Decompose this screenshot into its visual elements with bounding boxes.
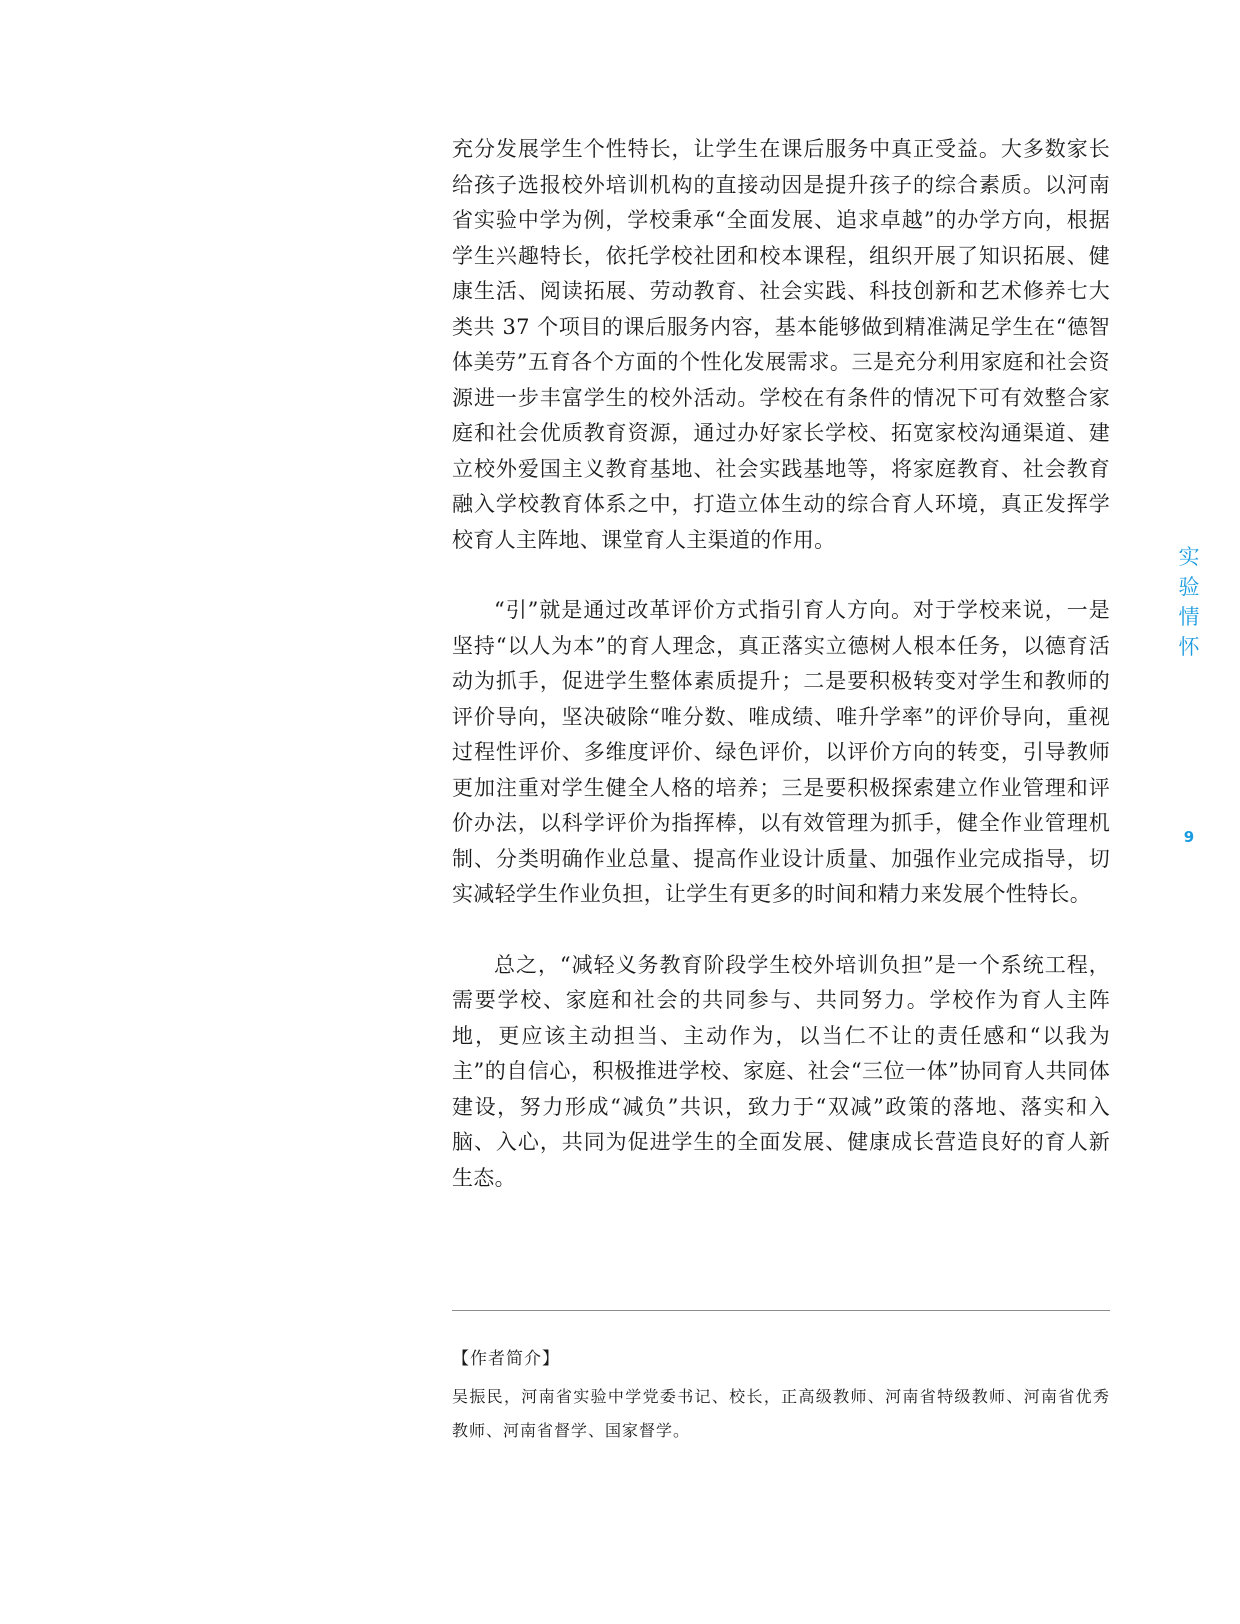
footnote-divider [452, 1310, 1110, 1311]
section-title-char: 实 [1178, 545, 1200, 569]
page-number: 9 [1183, 828, 1195, 846]
paragraph-1: 充分发展学生个性特长，让学生在课后服务中真正受益。大多数家长给孩子选报校外培训机构的直接动因是提升孩子的综合素质。以河南省实验中学为例，学校秉承“全面发展、追求卓越”的办学方向，根据学生兴趣特长，依托学校社团和校本课程，组织开展了知识拓展、健康生活、阅读拓展、劳动教育、社会实践、科技创新和艺术修养七大类共 37 个项目的课后服务内容，基本能够做到精准满足学生在“德智体美劳”五育各个方面的个性化发展需求。三是充分利用家庭和社会资源进一步丰富学生的校外活动。学校在有条件的情况下可有效整合家庭和社会优质教育资源，通过办好家长学校、拓宽家校沟通渠道、建立校外爱国主义教育基地、社会实践基地等，将家庭教育、社会教育融入学校教育体系之中，打造立体生动的综合育人环境，真正发挥学校育人主阵地、课堂育人主渠道的作用。 [452, 137, 1110, 552]
author-note-text: 吴振民，河南省实验中学党委书记、校长，正高级教师、河南省特级教师、河南省优秀教师、河南省督学、国家督学。 [452, 1387, 1110, 1440]
section-title-vertical [1174, 542, 1204, 662]
author-note [452, 1344, 1110, 1448]
section-title-char: 情 [1178, 605, 1200, 629]
paragraph-2: “引”就是通过改革评价方式指引育人方向。对于学校来说，一是坚持“以人为本”的育人理念，真正落实立德树人根本任务，以德育活动为抓手，促进学生整体素质提升；二是要积极转变对学生和教师的评价导向，坚决破除“唯分数、唯成绩、唯升学率”的评价导向，重视过程性评价、多维度评价、绿色评价，以评价方向的转变，引导教师更加注重对学生健全人格的培养；三是要积极探索建立作业管理和评价办法，以科学评价为指挥棒，以有效管理为抓手，健全作业管理机制、分类明确作业总量、提高作业设计质量、加强作业完成指导，切实减轻学生作业负担，让学生有更多的时间和精力来发展个性特长。 [452, 598, 1110, 906]
section-title-char: 验 [1178, 575, 1200, 599]
paragraph-gap [452, 558, 1110, 593]
article-body [452, 132, 1110, 1196]
paragraph-3: 总之，“减轻义务教育阶段学生校外培训负担”是一个系统工程，需要学校、家庭和社会的共同参与、共同努力。学校作为育人主阵地，更应该主动担当、主动作为，以当仁不让的责任感和“以我为主”的自信心，积极推进学校、家庭、社会“三位一体”协同育人共同体建设，努力形成“减负”共识，致力于“双减”政策的落地、落实和入脑、入心，共同为促进学生的全面发展、健康成长营造良好的育人新生态。 [452, 952, 1110, 1190]
paragraph-gap [452, 913, 1110, 948]
author-note-heading: 【作者简介】 [452, 1349, 560, 1369]
section-title-char: 怀 [1178, 635, 1200, 659]
